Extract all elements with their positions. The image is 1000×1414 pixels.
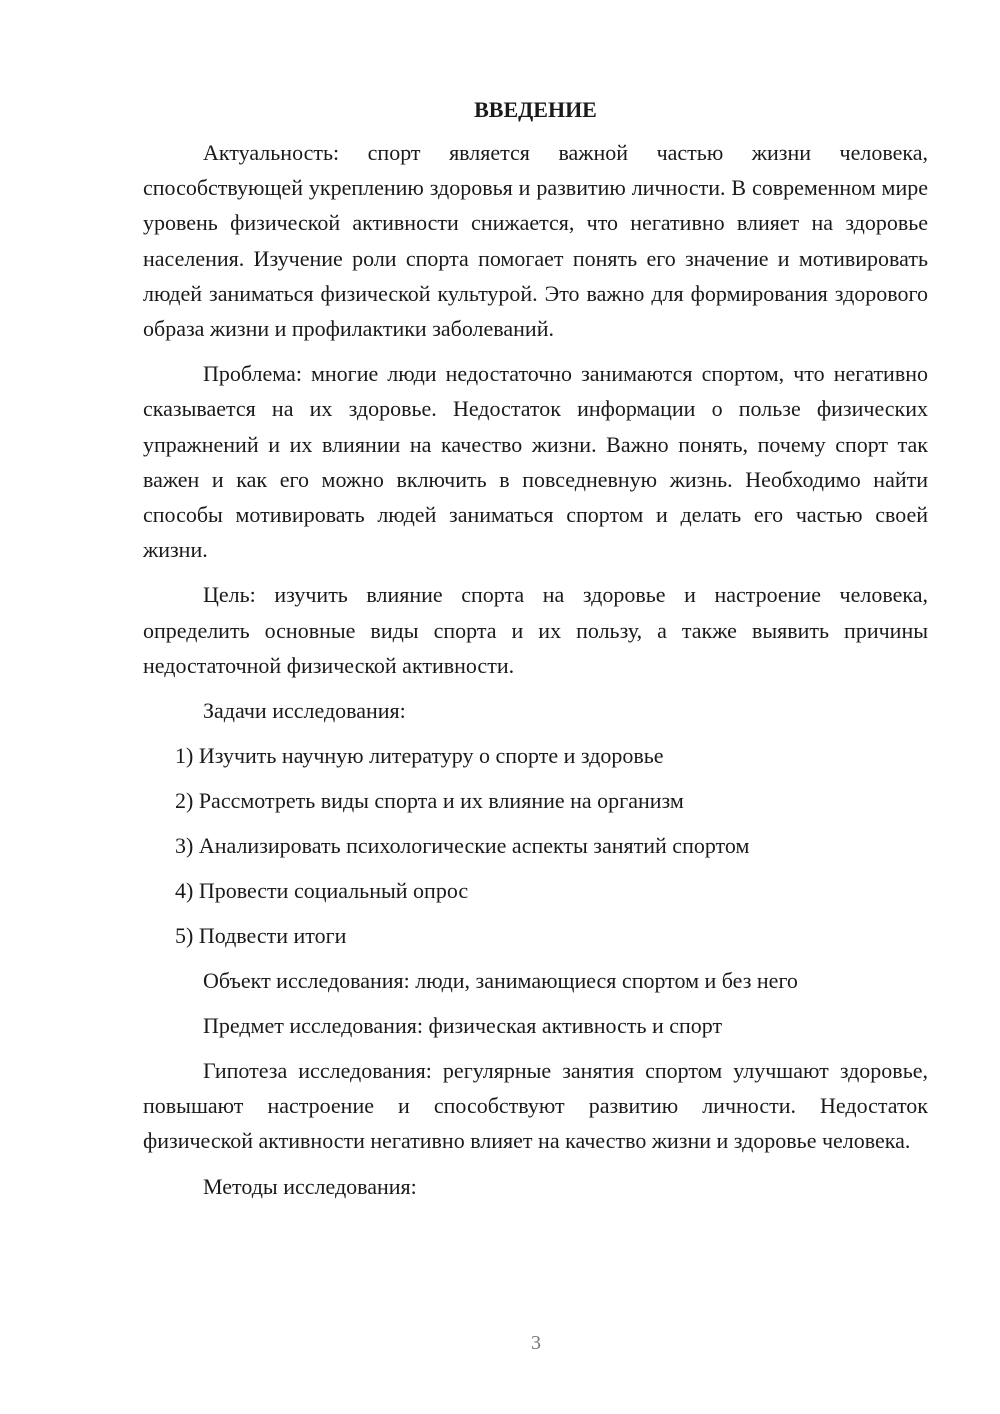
list-item: 3) Анализировать психологические аспекты занятий спортом	[175, 833, 750, 859]
list-item: 5) Подвести итоги	[175, 923, 347, 949]
goal-paragraph: Цель: изучить влияние спорта на здоровье и настроение человека, определить основные виды спорта и их пользу, а также выявить причины недостаточной физической активности.	[143, 582, 928, 678]
tasks-list	[143, 738, 928, 953]
problem-paragraph: Проблема: многие люди недостаточно занимаются спортом, что негативно сказывается на их здоровье. Недостаток информации о пользе физических упражнений и их влиянии на качество жизни. Важно понять, почему спорт так важен и как его можно включить в повседневную жизнь. Необходимо найти способы мотивировать людей заниматься спортом и делать его частью своей жизни.	[143, 361, 928, 563]
document-page	[143, 92, 928, 1204]
page-title: ВВЕДЕНИЕ	[474, 97, 597, 122]
hypothesis-paragraph: Гипотеза исследования: регулярные занятия спортом улучшают здоровье, повышают настроение и способствуют развитию личности. Недостаток физической активности негативно влияет на качество жизни и здоровье человека.	[143, 1058, 928, 1154]
page-number: 3	[531, 1332, 541, 1354]
list-item: 2) Рассмотреть виды спорта и их влияние на организм	[175, 788, 684, 814]
tasks-heading: Задачи исследования:	[203, 698, 406, 724]
list-item: 1) Изучить научную литературу о спорте и здоровье	[175, 743, 664, 769]
relevance-paragraph: Актуальность: спорт является важной частью жизни человека, способствующей укреплению здоровья и развитию личности. В современном мире уровень физической активности снижается, что негативно влияет на здоровье населения. Изучение роли спорта помогает понять его значение и мотивировать людей заниматься физической культурой. Это важно для формирования здорового образа жизни и профилактики заболеваний.	[143, 140, 928, 342]
research-subject: Предмет исследования: физическая активность и спорт	[203, 1013, 723, 1039]
research-object: Объект исследования: люди, занимающиеся спортом и без него	[203, 968, 798, 994]
methods-heading: Методы исследования:	[203, 1173, 417, 1199]
list-item: 4) Провести социальный опрос	[175, 878, 469, 904]
